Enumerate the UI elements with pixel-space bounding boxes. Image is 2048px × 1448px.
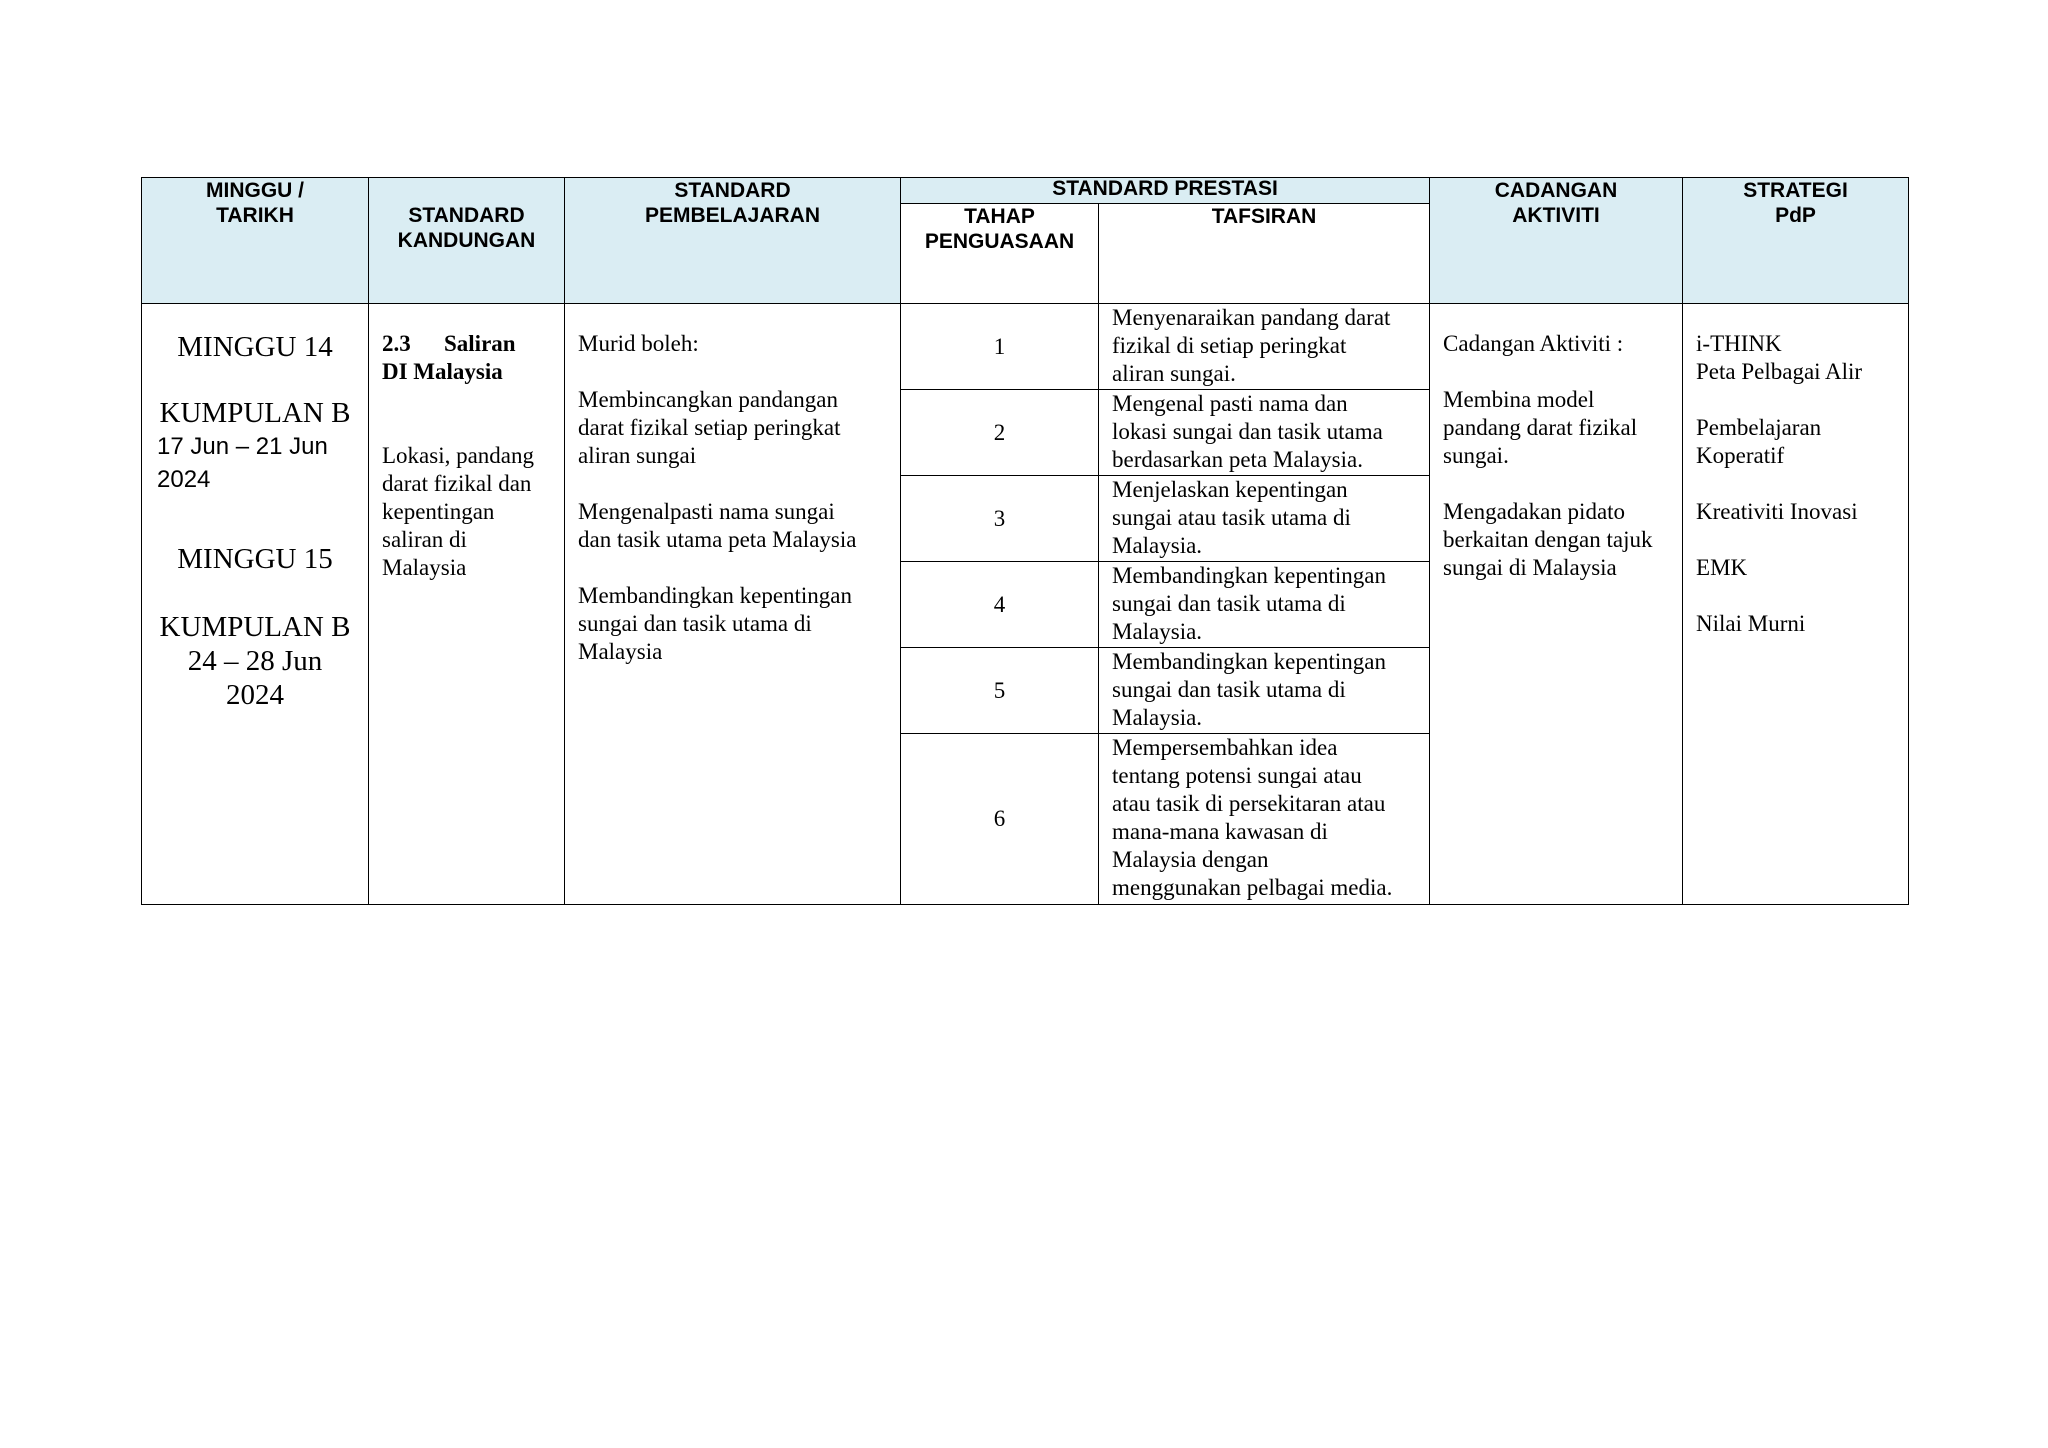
aktiviti-item: Mengadakan pidato berkaitan dengan tajuk sungai di Malaysia xyxy=(1443,499,1653,580)
minggu-tarikh-cell xyxy=(142,304,369,905)
tafsiran-3: Menjelaskan kepentingan sungai atau tasik utama di Malaysia. xyxy=(1099,476,1430,562)
header-tafsiran: TAFSIRAN xyxy=(1099,204,1430,304)
tafsiran-4: Membandingkan kepentingan sungai dan tasik utama di Malaysia. xyxy=(1099,562,1430,648)
strategi-item: Nilai Murni xyxy=(1696,611,1806,636)
group-b-2: KUMPULAN B xyxy=(159,611,351,643)
dates-1-line-1: 17 Jun – 21 Jun xyxy=(157,433,328,460)
header-standard-prestasi: STANDARD PRESTASI xyxy=(901,178,1430,204)
pembelajaran-item: Membandingkan kepentingan sungai dan tasik utama di Malaysia xyxy=(578,583,853,664)
tafsiran-1: Menyenaraikan pandang darat fizikal di setiap peringkat aliran sungai. xyxy=(1099,304,1430,390)
cadangan-aktiviti-cell xyxy=(1430,304,1683,905)
lesson-plan-table xyxy=(141,177,1909,905)
dates-2-line-1: 24 – 28 Jun xyxy=(187,645,323,677)
aktiviti-intro: Cadangan Aktiviti : xyxy=(1443,331,1624,356)
pembelajaran-item: Mengenalpasti nama sungai dan tasik utama peta Malaysia xyxy=(578,499,857,552)
strategi-pdp-cell xyxy=(1683,304,1909,905)
tafsiran-2: Mengenal pasti nama dan lokasi sungai dan tasik utama berdasarkan peta Malaysia. xyxy=(1099,390,1430,476)
header-cadangan-aktiviti: CADANGAN AKTIVITI xyxy=(1430,178,1683,304)
pembelajaran-intro: Murid boleh: xyxy=(578,331,699,356)
group-b-1: KUMPULAN B xyxy=(159,397,351,429)
week-14: MINGGU 14 xyxy=(177,331,333,363)
topic-title: 2.3 Saliran DI Malaysia xyxy=(382,331,516,384)
standard-kandungan-cell xyxy=(369,304,565,905)
tahap-5: 5 xyxy=(901,648,1099,734)
header-standard-kandungan: STANDARD KANDUNGAN xyxy=(369,178,565,304)
header-minggu-tarikh: MINGGU / TARIKH xyxy=(142,178,369,304)
pembelajaran-item: Membincangkan pandangan darat fizikal setiap peringkat aliran sungai xyxy=(578,387,841,468)
tahap-6: 6 xyxy=(901,734,1099,905)
tahap-2: 2 xyxy=(901,390,1099,476)
topic-description: Lokasi, pandang darat fizikal dan kepentingan saliran di Malaysia xyxy=(382,443,535,580)
strategi-item: i-THINK Peta Pelbagai Alir xyxy=(1696,331,1863,384)
dates-1-line-2: 2024 xyxy=(157,466,211,493)
tahap-3: 3 xyxy=(901,476,1099,562)
dates-2-line-2: 2024 xyxy=(226,679,284,711)
header-strategi-pdp: STRATEGI PdP xyxy=(1683,178,1909,304)
header-standard-pembelajaran: STANDARD PEMBELAJARAN xyxy=(565,178,901,304)
aktiviti-item: Membina model pandang darat fizikal sungai. xyxy=(1443,387,1638,468)
standard-pembelajaran-cell xyxy=(565,304,901,905)
strategi-item: Kreativiti Inovasi xyxy=(1696,499,1858,524)
tafsiran-6: Mempersembahkan idea tentang potensi sungai atau atau tasik di persekitaran atau mana-mana kawasan di Malaysia dengan menggunakan pelbagai media. xyxy=(1099,734,1430,905)
week-15: MINGGU 15 xyxy=(177,543,333,575)
tahap-4: 4 xyxy=(901,562,1099,648)
strategi-item: EMK xyxy=(1696,555,1748,580)
header-tahap-penguasaan: TAHAP PENGUASAAN xyxy=(901,204,1099,304)
strategi-item: Pembelajaran Koperatif xyxy=(1696,415,1822,468)
tahap-1: 1 xyxy=(901,304,1099,390)
tafsiran-5: Membandingkan kepentingan sungai dan tasik utama di Malaysia. xyxy=(1099,648,1430,734)
